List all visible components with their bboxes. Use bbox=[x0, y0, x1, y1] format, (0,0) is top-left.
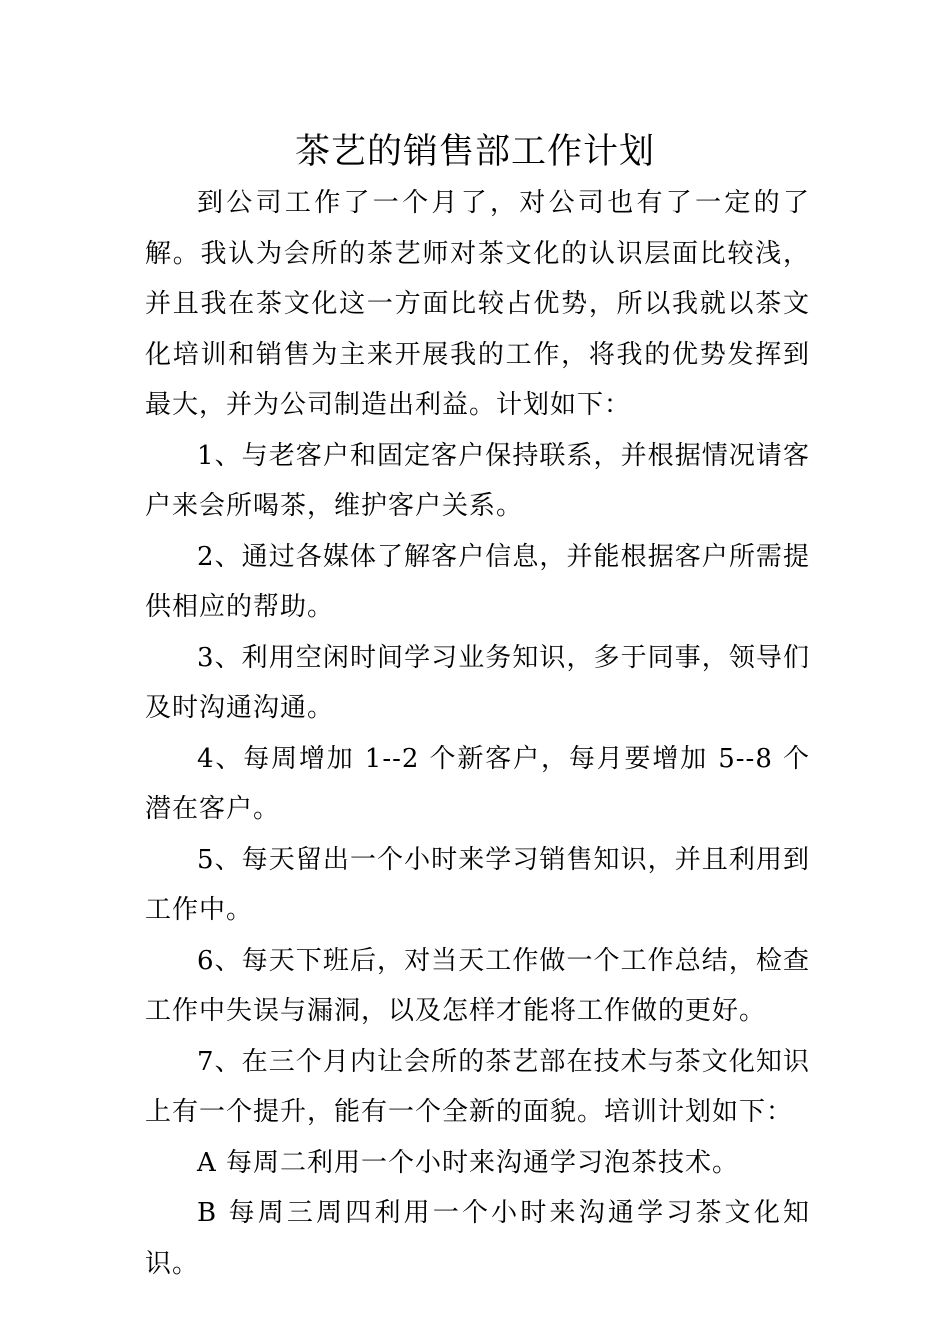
plan-item-1: 1、与老客户和固定客户保持联系，并根据情况请客户来会所喝茶，维护客户关系。 bbox=[145, 440, 810, 521]
plan-item-7: 7、在三个月内让会所的茶艺部在技术与茶文化知识上有一个提升，能有一个全新的面貌。培训计划如下： bbox=[145, 1046, 810, 1127]
plan-item-4: 4、每周增加 1--2 个新客户，每月要增加 5--8 个潜在客户。 bbox=[145, 743, 810, 824]
plan-item-2: 2、通过各媒体了解客户信息，并能根据客户所需提供相应的帮助。 bbox=[145, 541, 810, 622]
plan-item-5: 5、每天留出一个小时来学习销售知识，并且利用到工作中。 bbox=[145, 844, 810, 925]
plan-item-3: 3、利用空闲时间学习业务知识，多于同事，领导们及时沟通沟通。 bbox=[145, 642, 810, 723]
plan-item-6: 6、每天下班后，对当天工作做一个工作总结，检查工作中失误与漏洞，以及怎样才能将工作做的更好。 bbox=[145, 945, 810, 1026]
training-item-b: B 每周三周四利用一个小时来沟通学习茶文化知识。 bbox=[145, 1198, 810, 1279]
document-body bbox=[145, 178, 810, 1289]
document-title: 茶艺的销售部工作计划 bbox=[294, 132, 655, 172]
intro-paragraph: 到公司工作了一个月了，对公司也有了一定的了解。我认为会所的茶艺师对茶文化的认识层面比较浅，并且我在茶文化这一方面比较占优势，所以我就以茶文化培训和销售为主来开展我的工作，将我的优势发挥到最大，并为公司制造出利益。计划如下： bbox=[145, 188, 810, 420]
training-item-a: A 每周二利用一个小时来沟通学习泡茶技术。 bbox=[197, 1147, 740, 1178]
